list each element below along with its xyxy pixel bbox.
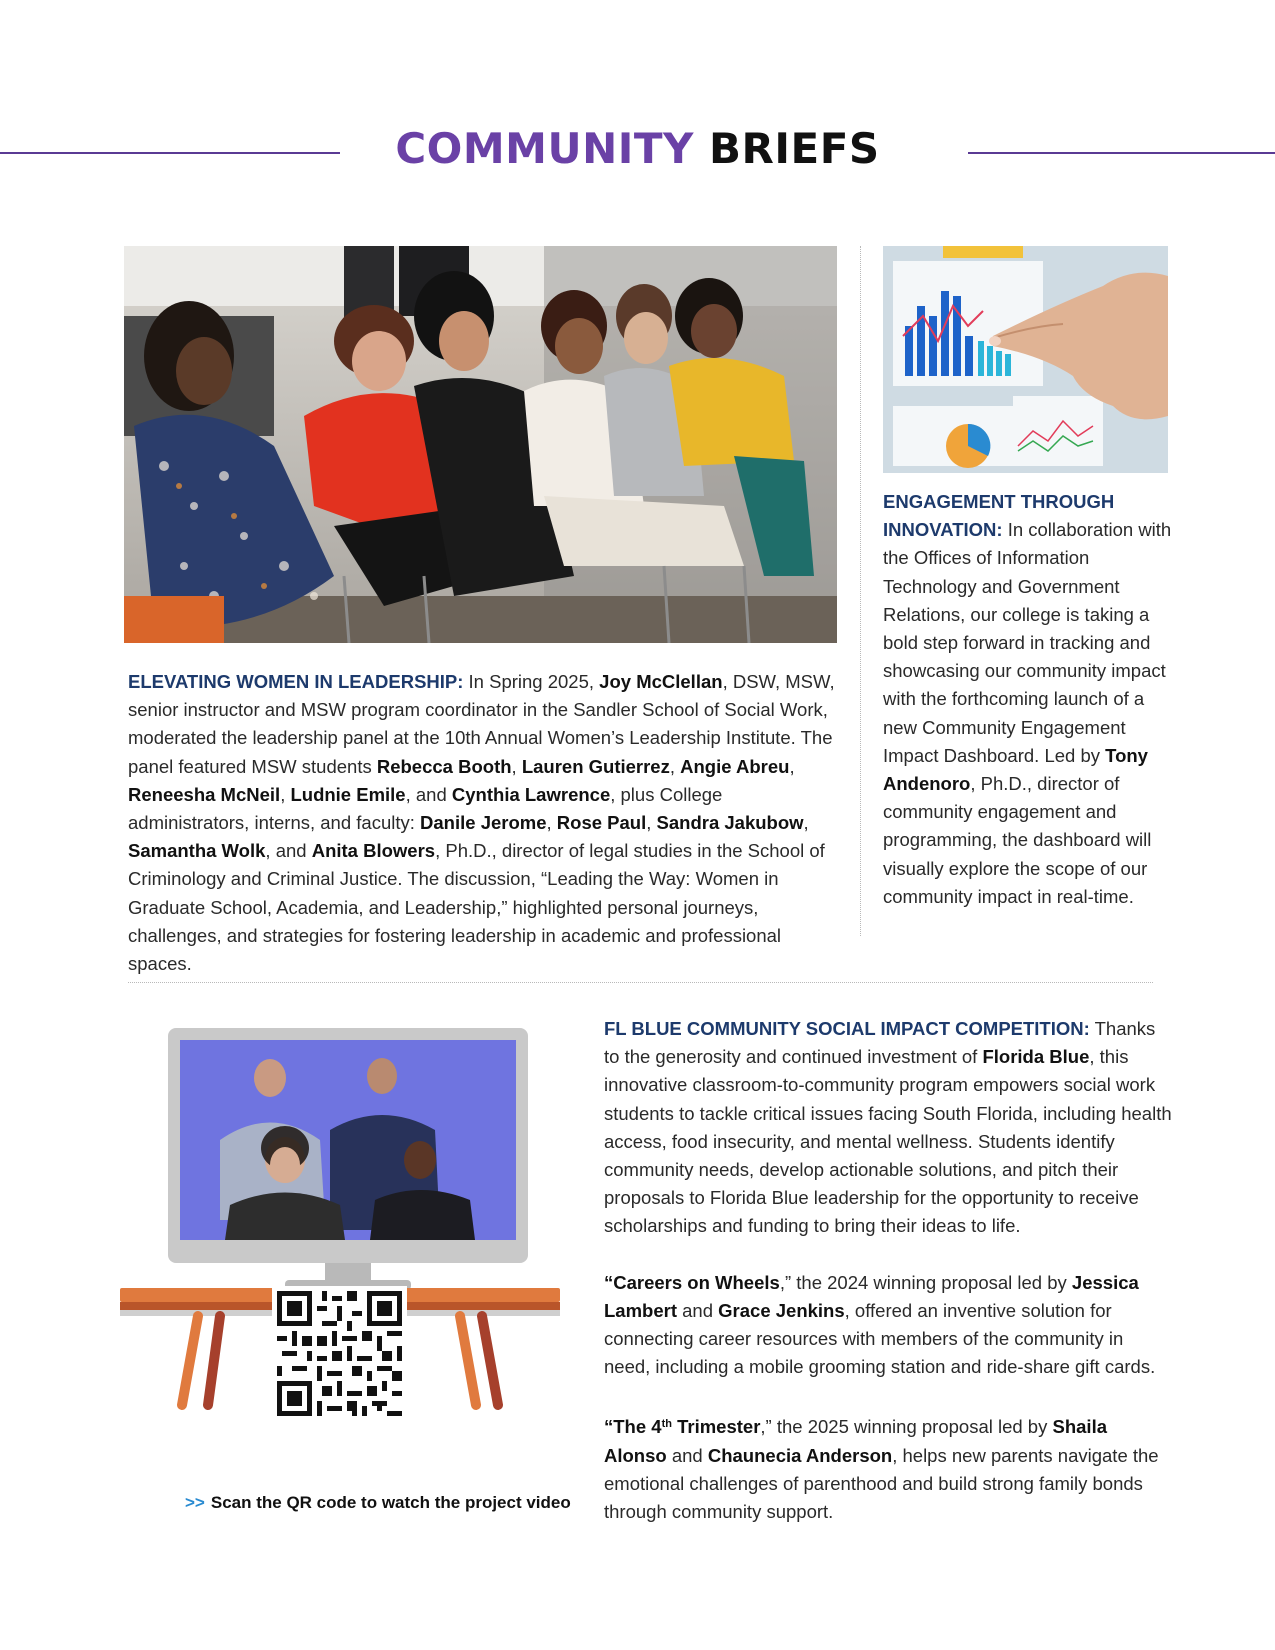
qr-caption — [185, 1493, 571, 1513]
fl-blue-heading: FL BLUE COMMUNITY SOCIAL IMPACT COMPETITION: — [604, 1018, 1090, 1039]
text-run: , and — [265, 840, 312, 862]
text-run: Thanks to the generosity and continued investment of — [604, 1018, 1156, 1068]
section-divider — [128, 982, 1153, 983]
person-name: Jessica Lambert — [604, 1271, 1139, 1321]
person-name: Reneesha McNeil — [128, 783, 281, 805]
careers-on-wheels-paragraph — [604, 1269, 1174, 1382]
person-name: Shaila Alonso — [604, 1416, 1107, 1466]
person-name: Lauren Gutierrez — [521, 755, 670, 777]
text-run: , Ph.D., director of community engagement and programming, the dashboard will visually explore the scope of our community impact in real-time. — [883, 773, 1152, 907]
engagement-paragraph — [883, 488, 1173, 911]
proposal-title: “The 4 — [604, 1416, 662, 1438]
quote-mark: “ — [604, 1271, 614, 1293]
title-word-community: COMMUNITY — [395, 124, 694, 173]
person-name: Tony Andenoro — [883, 744, 1148, 795]
text-run: ,” the 2025 winning proposal led by — [760, 1416, 1053, 1438]
qr-code[interactable] — [272, 1286, 407, 1421]
page-title — [0, 124, 1275, 173]
fl-blue-paragraph — [604, 1015, 1174, 1241]
person-name: Ludnie Emile — [290, 783, 406, 805]
person-name: Joy McClellan — [599, 671, 723, 692]
text-run: , offered an inventive solution for connecting career resources with members of the community in need, including a mobile grooming station and ride-share gift cards. — [604, 1299, 1156, 1378]
video-tv-illustration — [120, 1020, 580, 1440]
text-run: , — [511, 755, 522, 777]
text-run: , DSW, MSW, senior instructor and MSW program coordinator in the Sandler School of Social Work, moderated the leadership panel at the 10th Annual Women’s Leadership Institute. The panel featured MSW students — [128, 671, 835, 777]
text-run: , Ph.D., director of legal studies in the School of Criminology and Criminal Justice. The discussion, “Leading the Way: Women in Graduate School, Academia, and Leadership,” highlighted personal journeys, challenges, and strategies for fostering leadership in academic and professional spaces. — [128, 840, 825, 975]
text-run: , plus College administrators, interns, and faculty: — [128, 783, 723, 834]
person-name: Chaunecia Anderson — [707, 1444, 893, 1466]
engagement-heading: ENGAGEMENT THROUGH INNOVATION: — [883, 491, 1115, 541]
person-name: Danile Jerome — [420, 812, 547, 834]
column-divider — [860, 246, 861, 936]
superscript: th — [661, 1417, 672, 1430]
person-name: Angie Abreu — [680, 755, 790, 777]
text-run: , — [280, 783, 291, 805]
text-run: In Spring 2025, — [463, 671, 600, 692]
fl-blue-section — [604, 1015, 1174, 1526]
text-run: , — [803, 812, 809, 834]
text-run: and — [666, 1444, 708, 1466]
text-run: , helps new parents navigate the emotional challenges of parenthood and build strong family bonds through community support. — [604, 1444, 1159, 1523]
qr-caption-text: Scan the QR code to watch the project video — [210, 1493, 571, 1512]
leadership-panel-photo — [124, 246, 837, 643]
person-name: Sandra Jakubow — [656, 812, 804, 834]
dashboard-photo — [883, 246, 1168, 473]
person-name: Rose Paul — [556, 812, 647, 834]
person-name: Grace Jenkins — [718, 1299, 845, 1321]
sponsor-name: Florida Blue — [982, 1046, 1090, 1068]
text-run: , this innovative classroom-to-community program empowers social work students to tackle critical issues facing South Florida, including health access, food insecurity, and mental wellness. Students identify community needs, develop actionable solutions, and pitch their proposals to Florida Blue leadership for the opportunity to receive scholarships and funding to bring their ideas to life. — [604, 1046, 1172, 1237]
person-name: Anita Blowers — [311, 840, 436, 862]
person-name: Cynthia Lawrence — [451, 783, 611, 805]
text-run: and — [677, 1299, 719, 1321]
text-run: , — [646, 812, 657, 834]
double-arrow-icon: >> — [185, 1493, 205, 1512]
proposal-title: Careers on Wheels — [613, 1271, 780, 1293]
text-run: , and — [405, 783, 452, 805]
text-run: , — [546, 812, 557, 834]
fourth-trimester-paragraph — [604, 1409, 1174, 1526]
person-name: Samantha Wolk — [128, 840, 266, 862]
women-leadership-paragraph — [128, 668, 840, 978]
text-run: In collaboration with the Offices of Information Technology and Government Relations, our college is taking a bold step forward in tracking and showcasing our community impact with the forthcoming launch of a new Community Engagement Impact Dashboard. Led by — [883, 519, 1172, 766]
text-run: ,” the 2024 winning proposal led by — [779, 1271, 1072, 1293]
text-run: , — [669, 755, 681, 777]
text-run: , — [789, 755, 795, 777]
title-word-briefs: BRIEFS — [709, 124, 880, 173]
person-name: Rebecca Booth — [376, 755, 512, 777]
women-leadership-heading: ELEVATING WOMEN IN LEADERSHIP: — [128, 671, 464, 692]
proposal-title: Trimester — [671, 1416, 761, 1438]
